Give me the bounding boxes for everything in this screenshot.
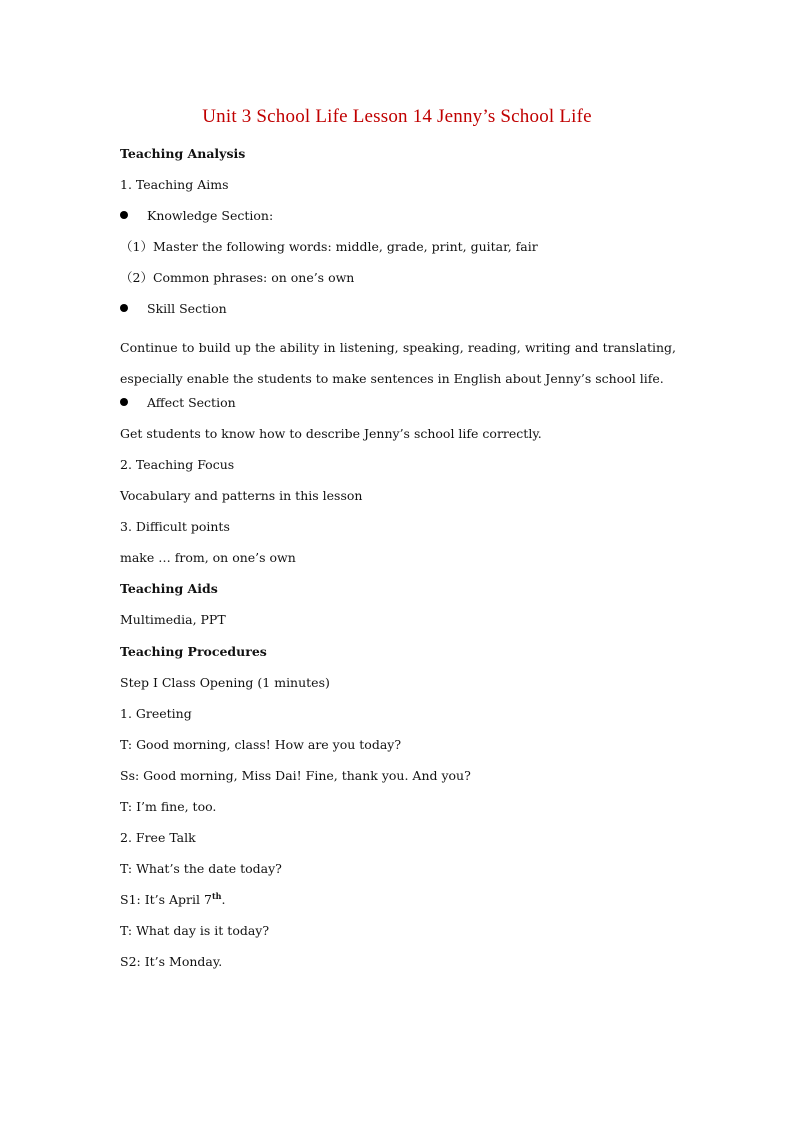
teaching-aids-text: Multimedia, PPT — [120, 612, 226, 628]
knowledge-bullet-item — [120, 207, 676, 238]
affect-section-label: Affect Section — [147, 394, 236, 410]
section-heading-teaching-aids: Teaching Aids — [120, 581, 218, 597]
teaching-focus-text: Vocabulary and patterns in this lesson — [120, 488, 363, 504]
dialogue-line: S2: It’s Monday. — [120, 954, 223, 970]
page-title: Unit 3 School Life Lesson 14 Jenny’s School Life — [202, 106, 592, 127]
knowledge-item-phrases: （2）Common phrases: on one’s own — [120, 270, 355, 286]
difficult-points-heading: 3. Difficult points — [120, 519, 230, 535]
greeting-heading: 1. Greeting — [120, 705, 192, 721]
bullet-icon — [120, 304, 128, 312]
section-heading-teaching-procedures: Teaching Procedures — [120, 643, 267, 659]
dialogue-line: Ss: Good morning, Miss Dai! Fine, thank you. And you? — [120, 767, 471, 783]
knowledge-item-words: （1）Master the following words: middle, grade, print, guitar, fair — [120, 239, 538, 255]
dialogue-line: T: What’s the date today? — [120, 861, 282, 877]
teaching-aims-heading: 1. Teaching Aims — [120, 177, 229, 193]
document-body — [120, 145, 676, 985]
bullet-icon — [120, 398, 128, 406]
ordinal-suffix: th — [211, 891, 222, 902]
skill-bullet-item — [120, 300, 676, 331]
dialogue-text: S1: It’s April 7 — [120, 892, 212, 908]
affect-paragraph: Get students to know how to describe Jenny’s school life correctly. — [120, 425, 542, 441]
dialogue-line-date — [120, 891, 676, 922]
dialogue-line: T: What day is it today? — [120, 923, 270, 939]
dialogue-period: . — [221, 892, 226, 908]
step-one-heading: Step I Class Opening (1 minutes) — [120, 674, 330, 690]
skill-paragraph: Continue to build up the ability in listening, speaking, reading, writing and translating, especially enable the students to make sentences in English about Jenny’s school life. — [120, 339, 676, 386]
teaching-focus-heading: 2. Teaching Focus — [120, 456, 235, 472]
dialogue-line: T: Good morning, class! How are you today? — [120, 736, 402, 752]
skill-section-label: Skill Section — [147, 301, 227, 317]
dialogue-line: T: I’m fine, too. — [120, 798, 217, 814]
section-heading-teaching-analysis: Teaching Analysis — [120, 146, 246, 161]
free-talk-heading: 2. Free Talk — [120, 830, 196, 846]
knowledge-section-label: Knowledge Section: — [147, 208, 274, 224]
affect-bullet-item — [120, 394, 676, 425]
difficult-points-text: make … from, on one’s own — [120, 550, 296, 566]
bullet-icon — [120, 211, 128, 219]
